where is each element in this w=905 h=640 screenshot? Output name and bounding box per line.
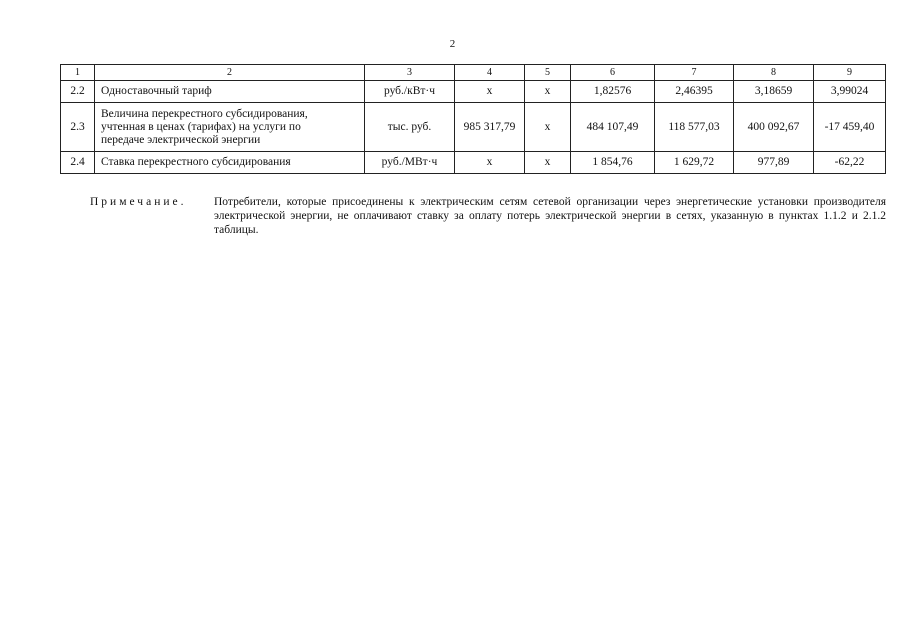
table-row bbox=[61, 103, 886, 152]
row-name-line: Величина перекрестного субсидирования, bbox=[101, 107, 308, 120]
row-value-col5: x bbox=[525, 152, 571, 174]
row-number: 2.2 bbox=[61, 81, 95, 103]
header-cell: 6 bbox=[571, 65, 655, 81]
header-cell: 8 bbox=[734, 65, 814, 81]
row-value-col6: 484 107,49 bbox=[571, 103, 655, 152]
header-cell: 7 bbox=[655, 65, 734, 81]
row-value-col5: x bbox=[525, 103, 571, 152]
row-unit: руб./кВт·ч bbox=[365, 81, 455, 103]
row-value-col6: 1,82576 bbox=[571, 81, 655, 103]
table-header-row bbox=[61, 65, 886, 81]
row-unit: тыс. руб. bbox=[365, 103, 455, 152]
row-name bbox=[95, 103, 365, 152]
row-unit: руб./МВт·ч bbox=[365, 152, 455, 174]
row-value-col7: 2,46395 bbox=[655, 81, 734, 103]
row-value-col5: x bbox=[525, 81, 571, 103]
row-name: Одноставочный тариф bbox=[95, 81, 365, 103]
row-value-col8: 400 092,67 bbox=[734, 103, 814, 152]
note-text: Потребители, которые присоединены к электрическим сетям сетевой организации через энергетические установки производителя электрической энергии, не оплачивают ставку за оплату потерь электрической энергии в сетях, указанную в пунктах 1.1.2 и 2.1.2 таблицы. bbox=[214, 196, 886, 236]
header-cell: 4 bbox=[455, 65, 525, 81]
row-name-line: учтенная в ценах (тарифах) на услуги по bbox=[101, 120, 301, 133]
table-row bbox=[61, 152, 886, 174]
header-cell: 2 bbox=[95, 65, 365, 81]
row-number: 2.4 bbox=[61, 152, 95, 174]
row-value-col4: x bbox=[455, 152, 525, 174]
header-cell: 3 bbox=[365, 65, 455, 81]
note-label: Примечание. bbox=[90, 196, 187, 208]
row-value-col7: 1 629,72 bbox=[655, 152, 734, 174]
row-number: 2.3 bbox=[61, 103, 95, 152]
tariff-table bbox=[60, 64, 886, 174]
row-value-col9: -62,22 bbox=[814, 152, 886, 174]
row-value-col7: 118 577,03 bbox=[655, 103, 734, 152]
row-value-col8: 3,18659 bbox=[734, 81, 814, 103]
row-value-col8: 977,89 bbox=[734, 152, 814, 174]
row-value-col4: 985 317,79 bbox=[455, 103, 525, 152]
row-value-col6: 1 854,76 bbox=[571, 152, 655, 174]
header-cell: 9 bbox=[814, 65, 886, 81]
header-cell: 1 bbox=[61, 65, 95, 81]
row-value-col9: 3,99024 bbox=[814, 81, 886, 103]
row-value-col9: -17 459,40 bbox=[814, 103, 886, 152]
header-cell: 5 bbox=[525, 65, 571, 81]
page-number: 2 bbox=[449, 38, 456, 50]
row-name-line: передаче электрической энергии bbox=[101, 133, 261, 146]
row-value-col4: x bbox=[455, 81, 525, 103]
row-name: Ставка перекрестного субсидирования bbox=[95, 152, 365, 174]
table-row bbox=[61, 81, 886, 103]
